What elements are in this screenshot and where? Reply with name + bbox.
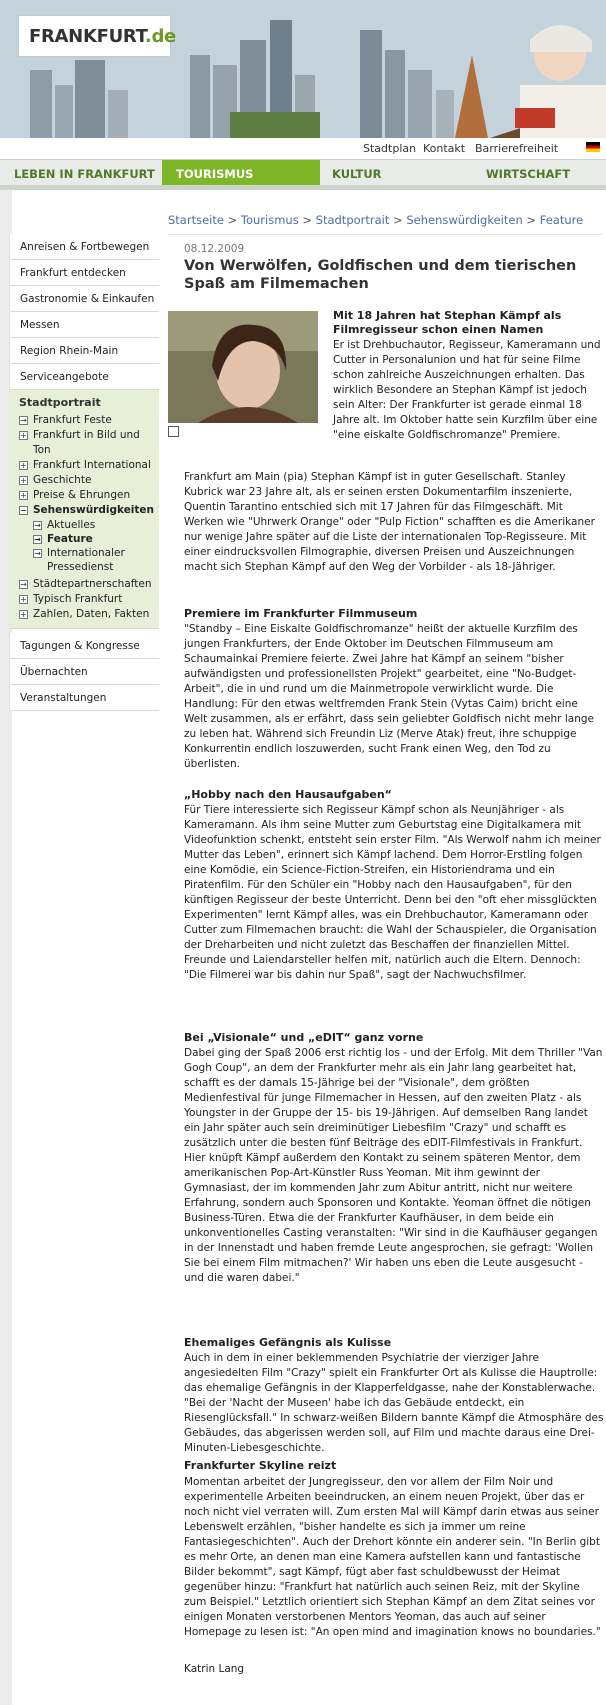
article-paragraph-5: Auch in dem in einer beklemmenden Psychiatrie der vierziger Jahre angesiedelten Film "Crazy" spielt ein Frankfurter Ort als Kulisse die Hauptrolle: das ehemalige Gefängnis in der Klapperfeldgasse, nahe der Konstablerwache. "Bei der 'Nacht der Museen' habe ich das Gebäude entdeckt, ein Riesenglücksfall." In schwarz-weißen Bildern bannte Kämpf die Atmosphäre des Gebäudes, das abgerissen werden soll, auf Film und machte daraus eine Drei-Minuten-Liebesgeschichte.: [184, 1352, 604, 1454]
expand-icon: +: [20, 595, 27, 604]
arrow-icon: →: [34, 549, 41, 558]
breadcrumb-startseite[interactable]: Startseite: [168, 213, 224, 227]
section-heading-skyline: Frankfurter Skyline reizt: [184, 1459, 337, 1472]
nav-tab-kultur[interactable]: KULTUR: [332, 167, 382, 181]
expand-icon: +: [20, 476, 27, 485]
breadcrumb-feature[interactable]: Feature: [539, 213, 584, 227]
breadcrumb-tourismus[interactable]: Tourismus: [240, 213, 299, 227]
section-heading-visionale: Bei „Visionale“ und „eDIT“ ganz vorne: [184, 1031, 424, 1044]
sidebar-subitem-label: Sehenswürdigkeiten: [33, 504, 155, 516]
expand-icon: +: [20, 610, 27, 619]
sidebar-subsubitem-label: Feature: [47, 533, 93, 545]
sidebar-item-veranstaltungen[interactable]: Veranstaltungen: [9, 685, 159, 711]
sidebar-subitem-bild-ton[interactable]: [19, 428, 159, 458]
sidebar-subitem-international[interactable]: [19, 458, 159, 473]
sidebar-subitem-feste[interactable]: [19, 413, 159, 428]
article-paragraph-3: Für Tiere interessierte sich Regisseur Kämpf schon als Neunjähriger - als Kameramann. Als ihm seine Mutter zum Geburtstag eine Digitalkamera mit Videofunktion schenkt, entsteht sein erster Film. "Als Werwolf nahm ich meiner Mutter das Leben", erinnert sich Kämpf lachend. Dem Horror-Erstling folgen eine Komödie, ein Science-Fiction-Streifen, ein Historiendrama und ein Piratenfilm. Für den Schüler ein "Hobby nach den Hausaufgaben", für den künftigen Regisseur der beste Unterricht. Denn bei den "oft eher missglückten Experimenten" lernt Kämpf alles, was ein Drehbuchautor, Kameramann oder Cutter zum Filmemachen braucht: die Wahl der Schauspieler, die Organisation der Dreharbeiten und nicht zuletzt das Beschaffen der finanziellen Mittel. Freunde und Laiendarsteller helfen mit, natürlich auch die Eltern. Dennoch: "Die Filmerei war bis dahin nur Spaß", sagt der Nachwuchsfilmer.: [184, 804, 601, 981]
nav-divider: [0, 185, 606, 190]
utility-link-barrierefreiheit[interactable]: Barrierefreiheit: [475, 142, 559, 155]
utility-link-stadtplan[interactable]: Stadtplan: [363, 142, 417, 155]
article-intro: Er ist Drehbuchautor, Regisseur, Kameramann und Cutter in Personalunion und hat für seine Filme schon zahlreiche Auszeichnungen erhalten. Das wirklich Besondere an Stephan Kämpf ist jedoch sein Alter: Der Frankfurter ist gerade einmal 18 Jahre alt. Im Oktober hatte sein Kurzfilm über eine "eine eiskalte Goldfischromanze" Premiere.: [333, 339, 601, 441]
article-author: Katrin Lang: [184, 1663, 245, 1675]
portrait-image: [168, 311, 318, 423]
section-heading-gefaengnis: Ehemaliges Gefängnis als Kulisse: [184, 1336, 392, 1349]
collapse-icon: −: [20, 506, 27, 515]
sidebar-subitem-typisch[interactable]: [19, 592, 159, 607]
breadcrumb-stadtportrait[interactable]: Stadtportrait: [315, 213, 390, 227]
expand-icon: +: [20, 461, 27, 470]
enlarge-image-icon[interactable]: [168, 426, 179, 437]
section-heading-hobby: „Hobby nach den Hausaufgaben“: [184, 788, 392, 801]
sidebar-subitem-label: Frankfurt Feste: [33, 414, 112, 426]
article-date: 08.12.2009: [184, 243, 245, 255]
logo-text: FRANKFURT: [29, 26, 145, 47]
nav-tab-tourismus[interactable]: TOURISMUS: [162, 160, 320, 186]
nav-tab-wirtschaft[interactable]: WIRTSCHAFT: [486, 167, 571, 181]
utility-nav: [300, 138, 606, 159]
arrow-icon: →: [34, 521, 41, 530]
sidebar-subsubitem-aktuelles[interactable]: [19, 518, 159, 532]
sidebar-subitem-geschichte[interactable]: [19, 473, 159, 488]
article-photo[interactable]: [168, 311, 318, 423]
article-headline: Von Werwölfen, Goldfischen und dem tierischen Spaß am Filmemachen: [184, 258, 577, 292]
header-banner: [0, 0, 606, 138]
sidebar-subitem-preise[interactable]: [19, 488, 159, 503]
arrow-icon: →: [20, 580, 27, 589]
logo-tld: .de: [144, 26, 176, 47]
utility-link-kontakt[interactable]: Kontakt: [423, 142, 466, 155]
article-subhead: Mit 18 Jahren hat Stephan Kämpf als Filmregisseur schon einen Namen: [333, 309, 562, 336]
article-paragraph-2: "Standby – Eine Eiskalte Goldfischromanze" heißt der aktuelle Kurzfilm des jungen Frankfurters, der Ende Oktober im Deutschen Filmmuseum am Schaumainkai Premiere feierte. Zwei Jahre hat Kämpf an seinem "bisher aufwändigsten und professionellsten Projekt" gearbeitet, eine "No-Budget-Arbeit", die in und rund um die Mainmetropole verwirklicht wurde. Die Handlung: Für den etwas weltfremden Frank Stein (Vytas Caim) bricht eine Welt zusammen, als er erfährt, dass sein geliebter Goldfisch nicht mehr lange zu leben hat. Während sich Freundin Liz (Merve Atak) freut, ihre schuppige Konkurrentin endlich loszuwerden, sucht Frank einen Weg, den Tod zu überlisten.: [184, 623, 594, 770]
sidebar-subitem-sehenswuerdigkeiten[interactable]: [19, 503, 159, 518]
expand-icon: +: [20, 431, 27, 440]
sidebar-item-service[interactable]: Serviceangebote: [9, 364, 159, 390]
sidebar-item-tagungen[interactable]: Tagungen & Kongresse: [9, 633, 159, 659]
breadcrumb: Startseite > Tourismus > Stadtportrait > Sehenswürdigkeiten > Feature: [168, 213, 584, 227]
sidebar-subitem-label: Typisch Frankfurt: [33, 593, 123, 605]
sidebar-subsubitem-pressedienst[interactable]: [19, 546, 159, 574]
article-paragraph-4: Dabei ging der Spaß 2006 erst richtig los - und der Erfolg. Mit dem Thriller "Van Gogh Coup", an dem der Frankfurter mehr als ein Jahr lang gearbeitet hat, schafft es der damals 15-Jährige bei der "Visionale", dem größten Medienfestival für junge Filmemacher in Hessen, auf den zweiten Platz - als Youngster in der Gruppe der 15- bis 19-Jährigen. Auf demselben Rang landet ein Jahr später auch sein dreiminütiger Liebesfilm "Crazy" und schafft es zusätzlich unter die besten fünf Beiträge des eDIT-Filmfestivals in Frankfurt. Hier knüpft Kämpf außerdem den Kontakt zu seinem späteren Mentor, dem amerikanischen Pop-Art-Künstler Russ Yeoman. Mit ihm gewinnt der Gymnasiast, der im kommenden Jahr zum Abitur antritt, nicht nur weitere Erfahrung, sondern auch Sponsoren und Kontakte. Yeoman öffnet die nötigen Business-Türen. Etwa die der Frankfurter Kaufhäuser, in dem beide ein unkonventionelles Casting veranstalten: "Wir sind in die Kaufhäuser gegangen in der Innenstadt und haben fremde Leute angesprochen, sie gefragt: 'Wollen Sie bei einem Film mitmachen?' Wir haben uns eben die Leute ausgesucht - und die waren dabei.": [184, 1047, 603, 1284]
expand-icon: +: [20, 491, 27, 500]
sidebar-item-gastronomie[interactable]: Gastronomie & Einkaufen: [9, 286, 159, 312]
sidebar: [9, 234, 159, 711]
sidebar-section-stadtportrait: [9, 390, 159, 629]
main-nav: [0, 159, 606, 185]
article-paragraph-1: Frankfurt am Main (pia) Stephan Kämpf ist in guter Gesellschaft. Stanley Kubrick war 23 Jahre alt, als er seinen ersten Dokumentarfilm inszenierte, Quentin Tarantino entschied sich mit 17 Jahren für das Filmgeschäft. Mit Werken wie "Uhrwerk Orange" oder "Pulp Fiction" schafften es die Amerikaner nur wenige Jahre später auf die Liste der internationalen Top-Regisseure. Mit einer eindrucksvollen Filmographie, diversen Preisen und Auszeichnungen macht sich Stephan Kämpf auf den Weg der Vorbilder - als 18-Jähriger.: [184, 471, 595, 573]
sidebar-subsubitem-feature[interactable]: [19, 532, 159, 546]
sidebar-subitem-label: Städtepartnerschaften: [33, 578, 152, 590]
sidebar-subitem-label: Frankfurt International: [33, 459, 151, 471]
arrow-icon: →: [34, 535, 41, 544]
sidebar-item-region[interactable]: Region Rhein-Main: [9, 338, 159, 364]
section-heading-premiere: Premiere im Frankfurter Filmmuseum: [184, 607, 418, 620]
sidebar-subitem-zahlen[interactable]: [19, 607, 159, 622]
sidebar-subitem-label: Frankfurt in Bild und Ton: [33, 429, 140, 456]
arrow-icon: →: [20, 416, 27, 425]
site-logo[interactable]: [18, 15, 176, 57]
article-divider: [168, 234, 602, 235]
nav-tab-leben[interactable]: LEBEN IN FRANKFURT: [14, 167, 155, 181]
sidebar-subitem-label: Preise & Ehrungen: [33, 489, 131, 501]
sidebar-subitem-label: Zahlen, Daten, Fakten: [33, 608, 150, 620]
sidebar-section-title[interactable]: Stadtportrait: [19, 396, 101, 409]
sidebar-item-anreisen[interactable]: Anreisen & Fortbewegen: [9, 234, 159, 260]
sidebar-subsubitem-label: Aktuelles: [47, 519, 96, 531]
breadcrumb-sehenswuerdigkeiten[interactable]: Sehenswürdigkeiten: [406, 213, 523, 227]
sidebar-item-entdecken[interactable]: Frankfurt entdecken: [9, 260, 159, 286]
language-flag-icon[interactable]: [586, 142, 600, 152]
sidebar-subsubitem-label: Internationaler Pressedienst: [47, 547, 125, 573]
article-paragraph-6: Momentan arbeitet der Jungregisseur, den vor allem der Film Noir und experimentelle Arbeiten beeindrucken, an einem neuen Projekt, über das er noch nicht viel verraten will. Zum ersten Mal will Kämpf darin etwas aus seiner Lebenswelt erzählen, "bisher handelte es sich ja immer um reine Fantasiegeschichten". Auch der Drehort könnte ein anderer sein. "In Berlin gibt es mehr Orte, an denen man eine Kamera aufstellen kann und fantastische Bilder bekommt", sagt Kämpf, fügt aber fast schuldbewusst der Heimat gegenüber hinzu: "Frankfurt hat natürlich auch seinen Reiz, mit der Skyline zum Beispiel." Letztlich orientiert sich Stephan Kämpf an dem Zitat seines vor einigen Monaten verstorbenen Mentors Yeoman, das auch auf seiner Homepage zu lesen ist: "An open mind and imagination knows no boundaries.": [184, 1476, 601, 1638]
sidebar-subitem-partnerschaften[interactable]: [19, 577, 159, 592]
sidebar-item-messen[interactable]: Messen: [9, 312, 159, 338]
sidebar-subitem-label: Geschichte: [33, 474, 92, 486]
sidebar-item-uebernachten[interactable]: Übernachten: [9, 659, 159, 685]
